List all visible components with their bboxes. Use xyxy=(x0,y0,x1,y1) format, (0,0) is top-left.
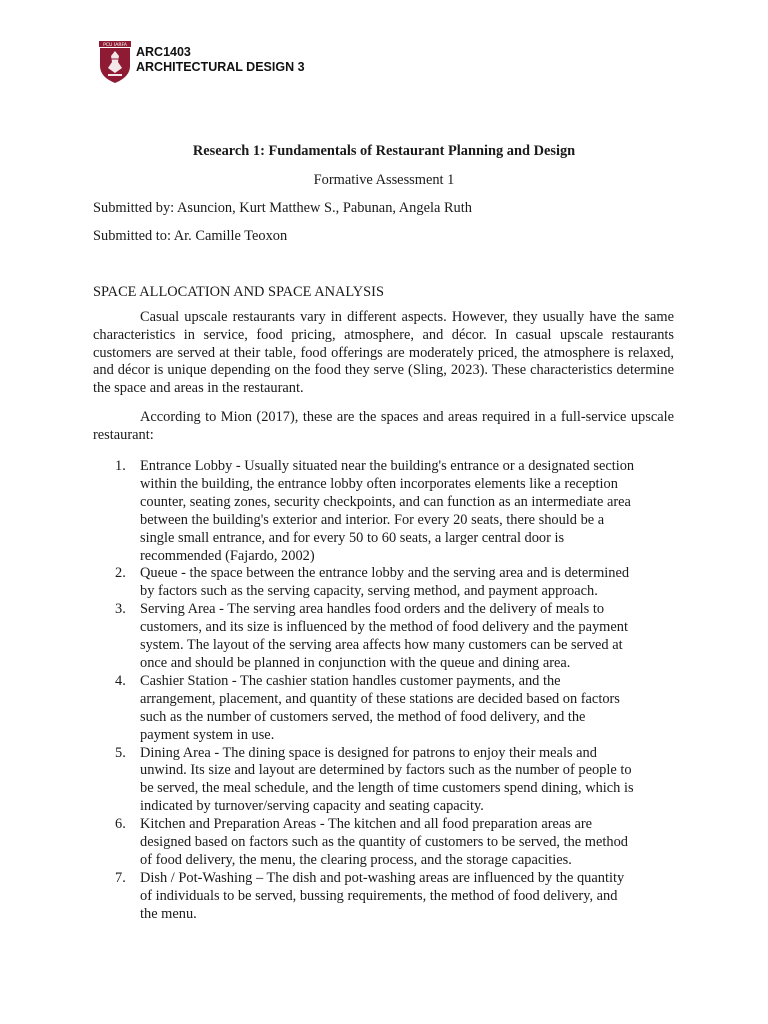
mion-paragraph: According to Mion (2017), these are the spaces and areas required in a full-service upscale restaurant: xyxy=(93,409,674,443)
list-item xyxy=(93,458,674,565)
list-line: within the building, the entrance lobby often incorporates elements like a reception xyxy=(140,475,618,492)
list-line: single small entrance, and for every 50 to 60 seats, a larger central door is xyxy=(140,529,565,546)
list-line: indicated by turnover/serving capacity and seating capacity. xyxy=(140,798,484,815)
list-number: 5. xyxy=(115,744,126,761)
list-line: of food delivery, the menu, the clearing process, and the storage capacities. xyxy=(140,851,572,868)
list-item xyxy=(93,816,674,870)
list-line: system. The layout of the serving area affects how many customers can be served at xyxy=(140,637,623,654)
list-line: customers, and its size is influenced by the method of food delivery and the payment xyxy=(140,619,628,636)
submitted-to: Submitted to: Ar. Camille Teoxon xyxy=(93,228,288,244)
list-line: the menu. xyxy=(140,905,197,922)
list-line: Dish / Pot-Washing – The dish and pot-washing areas are influenced by the quantity xyxy=(140,869,625,886)
list-line: designed based on factors such as the quantity of customers to be served, the method xyxy=(140,834,628,851)
list-number: 2. xyxy=(115,565,126,582)
document-title: Research 1: Fundamentals of Restaurant Planning and Design xyxy=(192,143,576,159)
list-number: 1. xyxy=(115,458,126,474)
list-number: 4. xyxy=(115,672,126,689)
list-number: 7. xyxy=(115,869,126,886)
course-block xyxy=(136,45,305,75)
list-line: payment system in use. xyxy=(140,726,275,743)
list-line: Kitchen and Preparation Areas - The kitchen and all food preparation areas are xyxy=(140,816,593,833)
list-item xyxy=(93,601,674,673)
list-line: Serving Area - The serving area handles food orders and the delivery of meals to xyxy=(140,601,605,618)
list-line: by factors such as the serving capacity, serving method, and payment approach. xyxy=(140,583,598,600)
section-heading: SPACE ALLOCATION AND SPACE ANALYSIS xyxy=(93,284,384,300)
course-name: ARCHITECTURAL DESIGN 3 xyxy=(136,60,305,74)
list-line: be served, the meal schedule, and the length of time customers spend dining, which is xyxy=(140,780,634,797)
list-line: of individuals to be served, bussing requirements, the method of food delivery, and xyxy=(140,887,618,904)
space-list xyxy=(93,458,674,924)
list-line: Cashier Station - The cashier station handles customer payments, and the xyxy=(140,672,561,689)
logo-lettering: PCU IARFA xyxy=(103,42,127,48)
list-line: between the building's exterior and interior. For every 20 seats, there should be a xyxy=(140,511,605,528)
list-line: once and should be planned in conjunction with the queue and dining area. xyxy=(140,654,571,671)
university-seal-logo xyxy=(98,40,132,84)
list-line: recommended (Fajardo, 2002) xyxy=(140,547,315,564)
list-item xyxy=(93,673,674,745)
submitted-by: Submitted by: Asuncion, Kurt Matthew S., Pabunan, Angela Ruth xyxy=(93,200,472,216)
list-line: Dining Area - The dining space is designed for patrons to enjoy their meals and xyxy=(140,744,597,761)
list-item xyxy=(93,745,674,817)
list-line: unwind. Its size and layout are determined by factors such as the number of people to xyxy=(140,762,632,779)
list-number: 3. xyxy=(115,601,126,618)
list-line: arrangement, placement, and quantity of these stations are decided based on factors xyxy=(140,690,620,707)
list-number: 6. xyxy=(115,816,126,833)
list-line: such as the number of customers served, the method of food delivery, and the xyxy=(140,708,586,725)
list-item xyxy=(93,565,674,601)
intro-paragraph: Casual upscale restaurants vary in different aspects. However, they usually have the same characteristics in service, food pricing, atmosphere, and décor. In casual upscale restaurants customers are served at their table, food offerings are moderately priced, the atmosphere is relaxed, and décor is unique depending on the food they serve (Sling, 2023). These characteristics determine the space and areas in the restaurant. xyxy=(93,309,674,397)
list-item xyxy=(93,870,674,924)
course-code: ARC1403 xyxy=(136,45,191,59)
list-line: counter, seating zones, security checkpoints, and can function as an intermediate area xyxy=(140,493,631,510)
list-line: Queue - the space between the entrance lobby and the serving area and is determined xyxy=(140,565,630,582)
document-subtitle: Formative Assessment 1 xyxy=(313,172,455,188)
list-line: Entrance Lobby - Usually situated near the building's entrance or a designated section xyxy=(140,458,635,474)
document-header xyxy=(98,40,305,84)
